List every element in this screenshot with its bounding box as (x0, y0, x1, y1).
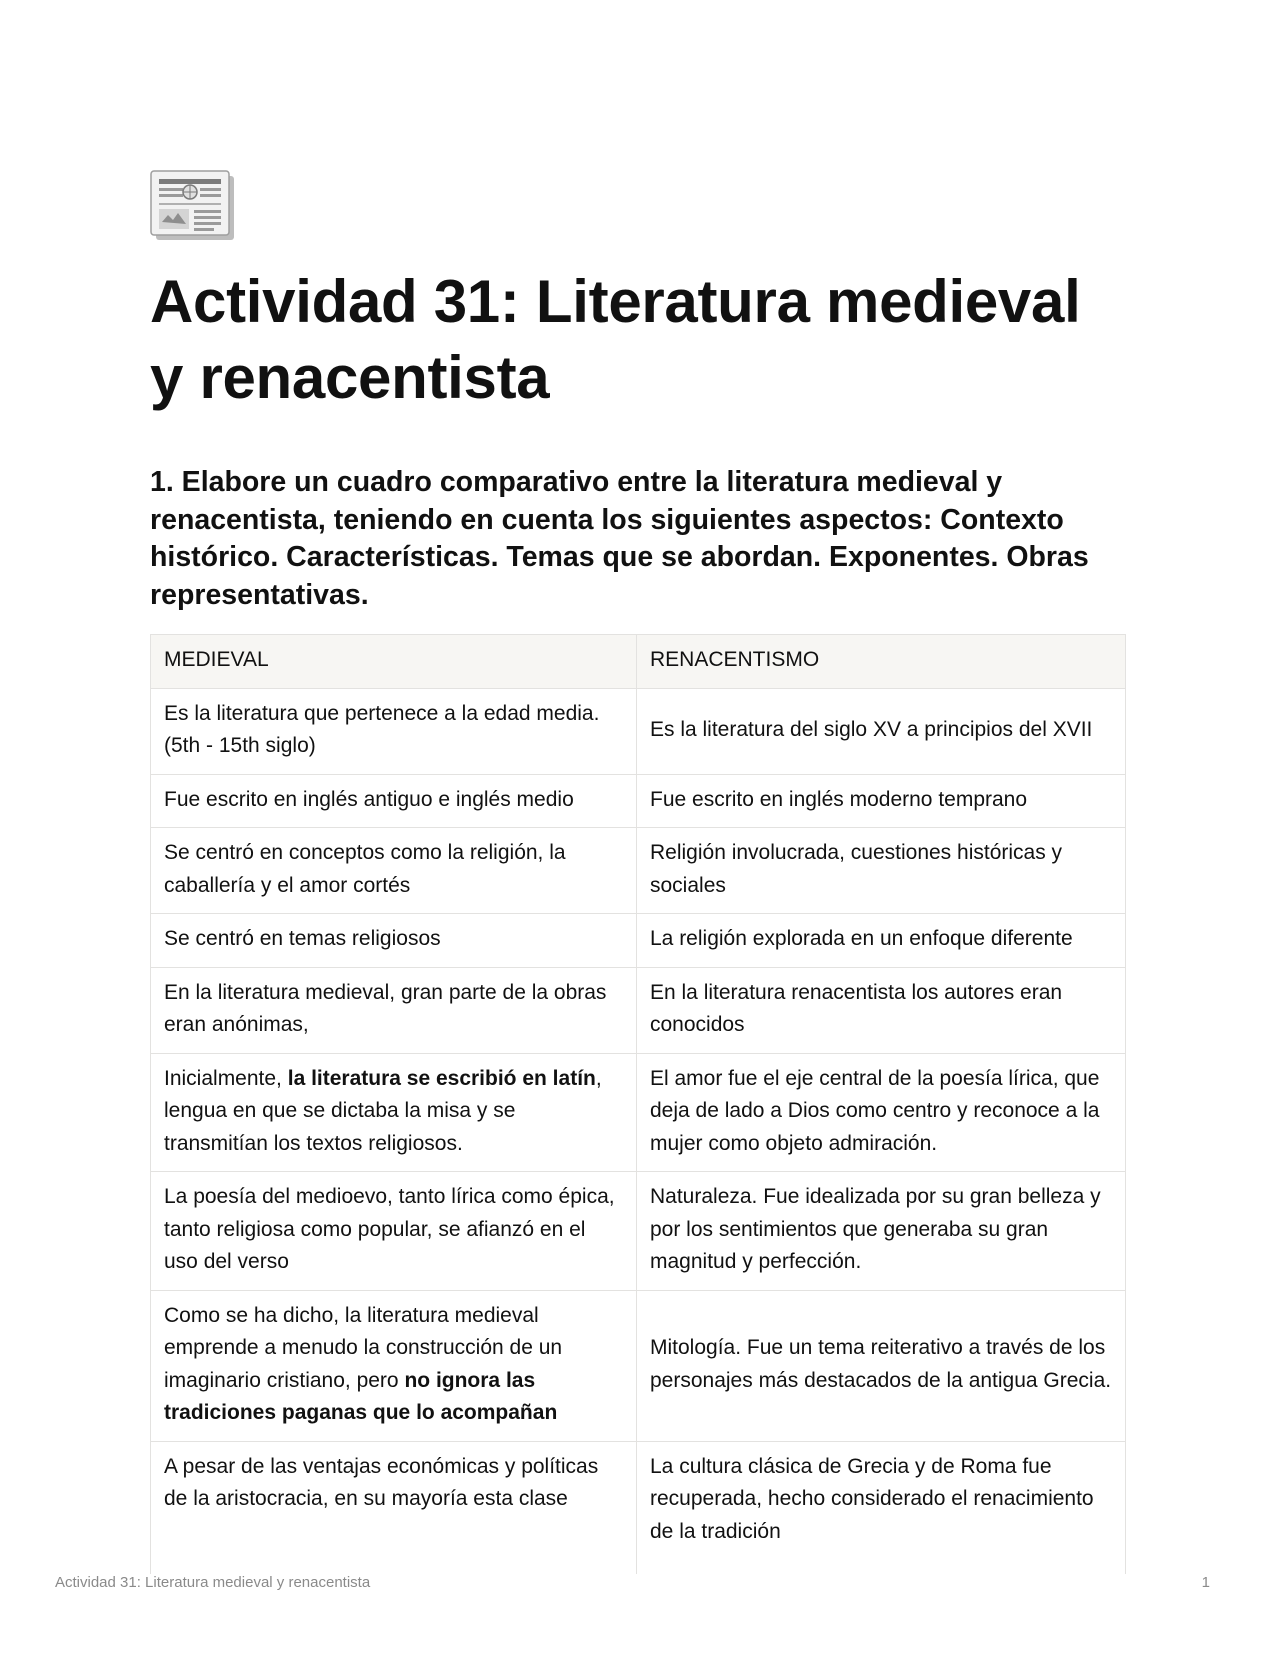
cell-medieval: En la literatura medieval, gran parte de la obras eran anónimas, (151, 967, 637, 1053)
page-title: Actividad 31: Literatura medieval y renacentista (150, 268, 1081, 411)
cell-renacentismo: En la literatura renacentista los autores eran conocidos (637, 967, 1126, 1053)
page-footer (55, 1574, 1210, 1591)
page-number: 1 (1201, 1574, 1210, 1591)
header-medieval: MEDIEVAL (151, 635, 637, 689)
table-row (151, 1290, 1126, 1441)
cell-renacentismo: Naturaleza. Fue idealizada por su gran belleza y por los sentimientos que generaba su gran magnitud y perfección. (637, 1172, 1126, 1291)
cell-medieval: A pesar de las ventajas económicas y políticas de la aristocracia, en su mayoría esta clase (151, 1441, 637, 1574)
table-row (151, 1053, 1126, 1172)
table-row (151, 774, 1126, 828)
cell-medieval: Fue escrito en inglés antiguo e inglés medio (151, 774, 637, 828)
table-row (151, 1441, 1126, 1574)
cell-medieval: Como se ha dicho, la literatura medieval emprende a menudo la construcción de un imaginario cristiano, pero no ignora las tradiciones paganas que lo acompañan (151, 1290, 637, 1441)
cell-medieval: Es la literatura que pertenece a la edad media. (5th - 15th siglo) (151, 688, 637, 774)
cell-renacentismo: Fue escrito en inglés moderno temprano (637, 774, 1126, 828)
table-row (151, 1172, 1126, 1291)
cell-medieval: Inicialmente, la literatura se escribió en latín, lengua en que se dictaba la misa y se transmitían los textos religiosos. (151, 1053, 637, 1172)
cell-renacentismo: La cultura clásica de Grecia y de Roma fue recuperada, hecho considerado el renacimiento de la tradición (637, 1441, 1126, 1574)
cell-medieval: Se centró en conceptos como la religión, la caballería y el amor cortés (151, 828, 637, 914)
header-renacentismo: RENACENTISMO (637, 635, 1126, 689)
cell-renacentismo: El amor fue el eje central de la poesía lírica, que deja de lado a Dios como centro y reconoce a la mujer como objeto admiración. (637, 1053, 1126, 1172)
table-row (151, 914, 1126, 968)
question-heading: 1. Elabore un cuadro comparativo entre la literatura medieval y renacentista, teniendo en cuenta los siguientes aspectos: Contexto histórico. Características. Temas que se abordan. Exponentes. Obras representativas. (150, 466, 1089, 611)
comparison-table (150, 634, 1126, 1574)
page-content (150, 170, 1125, 1574)
table-row (151, 828, 1126, 914)
cell-medieval: Se centró en temas religiosos (151, 914, 637, 968)
cell-medieval: La poesía del medioevo, tanto lírica como épica, tanto religiosa como popular, se afianzó en el uso del verso (151, 1172, 637, 1291)
cell-renacentismo: Religión involucrada, cuestiones históricas y sociales (637, 828, 1126, 914)
cell-renacentismo: La religión explorada en un enfoque diferente (637, 914, 1126, 968)
cell-renacentismo: Mitología. Fue un tema reiterativo a través de los personajes más destacados de la antigua Grecia. (637, 1290, 1126, 1441)
table-header-row (151, 635, 1126, 689)
table-row (151, 688, 1126, 774)
newspaper-icon (150, 170, 234, 240)
cell-renacentismo: Es la literatura del siglo XV a principios del XVII (637, 688, 1126, 774)
table-row (151, 967, 1126, 1053)
footer-title: Actividad 31: Literatura medieval y renacentista (55, 1574, 371, 1591)
